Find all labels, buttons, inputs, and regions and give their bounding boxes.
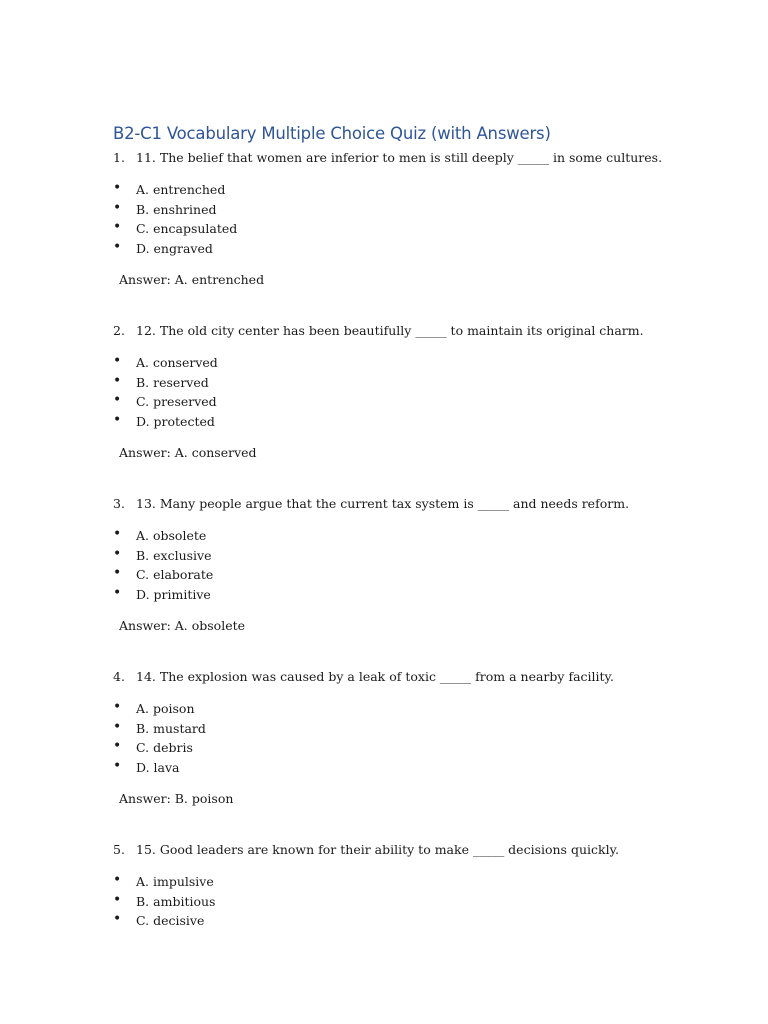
option-text: C. encapsulated (136, 221, 238, 236)
option-text: B. ambitious (136, 893, 216, 909)
bullet-icon: • (113, 757, 122, 774)
option-text: B. reserved (136, 374, 209, 390)
bullet-icon: • (113, 911, 122, 927)
bullet-icon: • (113, 526, 122, 542)
bullet-icon: • (113, 738, 122, 754)
bullet-icon: • (113, 872, 122, 888)
bullet-icon: • (113, 392, 122, 408)
question-number: 2. (113, 323, 125, 338)
bullet-icon: • (113, 891, 122, 908)
option-text: B. exclusive (136, 547, 212, 563)
bullet-icon: • (113, 219, 122, 235)
bullet-icon: • (113, 545, 122, 562)
option-text: B. enshrined (136, 201, 217, 217)
option-text: A. conserved (136, 355, 218, 370)
bullet-icon: • (113, 199, 122, 216)
option-text: D. lava (136, 759, 180, 775)
option-text: B. mustard (136, 720, 206, 736)
answer-2: Answer: A. conserved (119, 445, 257, 460)
option-text: C. elaborate (136, 567, 214, 582)
question-number: 1. (113, 150, 125, 165)
bullet-icon: • (113, 372, 122, 389)
bullet-icon: • (113, 353, 122, 369)
bullet-icon: • (113, 180, 122, 196)
option-text: A. poison (136, 701, 195, 716)
question-number: 4. (113, 669, 125, 684)
bullet-icon: • (113, 584, 122, 601)
question-text: 12. The old city center has been beautifully _____ to maintain its original charm. (136, 323, 644, 338)
option-text: C. decisive (136, 913, 205, 928)
answer-3: Answer: A. obsolete (119, 618, 246, 633)
bullet-icon: • (113, 565, 122, 581)
option-text: D. engraved (136, 240, 213, 256)
question-text: 15. Good leaders are known for their ability to make _____ decisions quickly. (136, 842, 619, 857)
page-title: B2-C1 Vocabulary Multiple Choice Quiz (with Answers) (113, 124, 551, 143)
question-text: 14. The explosion was caused by a leak of toxic _____ from a nearby facility. (136, 669, 614, 684)
question-text: 13. Many people argue that the current tax system is _____ and needs reform. (136, 496, 630, 511)
option-text: C. debris (136, 740, 193, 755)
question-text: 11. The belief that women are inferior to men is still deeply _____ in some cultures. (136, 150, 663, 165)
option-text: A. impulsive (136, 874, 214, 889)
option-text: A. entrenched (136, 182, 226, 197)
bullet-icon: • (113, 411, 122, 428)
option-text: D. protected (136, 413, 215, 429)
question-number: 3. (113, 496, 125, 511)
bullet-icon: • (113, 238, 122, 255)
option-text: C. preserved (136, 394, 217, 409)
option-text: D. primitive (136, 586, 211, 602)
option-text: A. obsolete (136, 528, 207, 543)
bullet-icon: • (113, 699, 122, 715)
answer-4: Answer: B. poison (119, 791, 234, 806)
bullet-icon: • (113, 718, 122, 735)
question-number: 5. (113, 842, 125, 857)
answer-1: Answer: A. entrenched (119, 272, 265, 287)
